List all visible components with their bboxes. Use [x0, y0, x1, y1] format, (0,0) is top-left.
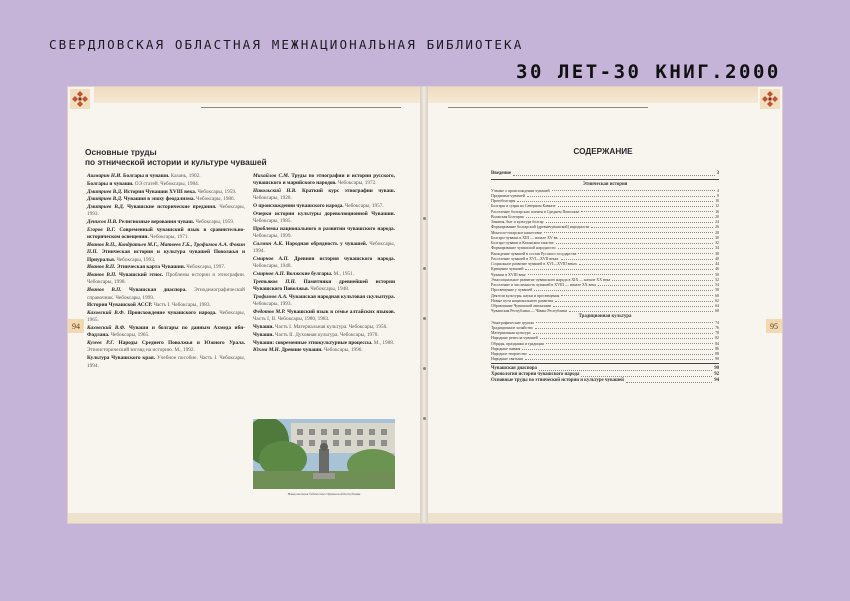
- entry-details: Чебоксары, 1928.: [253, 195, 292, 202]
- toc-entry-page: 74: [715, 319, 719, 325]
- toc-entry-label: Вхождение чувашей в состав Русского государства: [491, 250, 577, 256]
- bibliography-entry: [253, 309, 395, 324]
- entry-details: Проблемы истории и этнографии. Чебоксары, 1998.: [87, 272, 246, 286]
- toc-section-2: Традиционная культура: [578, 313, 632, 319]
- toc-entry-page: 28: [715, 229, 719, 235]
- bibliography-entry: [87, 310, 245, 325]
- toc-entry-label: Расселение болгарских племен в Среднем Поволжье: [491, 208, 580, 214]
- entry-author: Федотов М.Р.: [253, 309, 286, 316]
- entry-title: Чувашия в эпоху феодализма.: [123, 196, 195, 203]
- bibliography-entry: [253, 324, 395, 331]
- entry-title: Этническая история и культура чувашей Поволжья и Приуралья.: [87, 249, 245, 263]
- bottom-strip-right: [428, 513, 782, 523]
- entry-details: Этноисторический взгляд на историю. М., 1992.: [87, 347, 195, 354]
- entry-details: Чебоксары, 1959.: [195, 219, 235, 226]
- entry-author: Иванов В.П.: [87, 287, 122, 294]
- toc-entry-page: 94: [714, 378, 719, 383]
- entry-title: Чувашские исторические предания.: [127, 204, 217, 211]
- entry-title: Древняя история чувашского народа.: [294, 256, 395, 263]
- entry-title: Чувашская народная культовая скульптура.: [288, 294, 395, 300]
- entry-title: Культура Чувашского края.: [87, 355, 156, 362]
- entry-title: О происхождении чувашского народа.: [253, 203, 344, 210]
- entry-details: Учебное пособие. Часть I. Чебоксары, 1994.: [87, 355, 245, 369]
- bibliography-entry: [253, 271, 395, 278]
- toc-entry-page: 58: [715, 287, 719, 293]
- library-photo: [253, 419, 395, 489]
- toc-entry-page: 92: [714, 372, 719, 377]
- toc-entry-page: 44: [715, 261, 719, 266]
- entry-title: Чуваши.: [253, 324, 274, 331]
- toc-entry-page: 26: [715, 224, 719, 230]
- entry-title: Этническая карта Чувашии.: [116, 264, 186, 271]
- bibliography-entry: [87, 302, 245, 309]
- toc-title: СОДЕРЖАНИЕ: [573, 147, 633, 156]
- bibliography-entry: [253, 241, 395, 256]
- entry-details: Чебоксары, 1993.: [253, 301, 292, 308]
- toc-entry-label: Традиционное хозяйство: [491, 324, 533, 330]
- entry-title: Происхождение чувашского народа.: [127, 310, 217, 317]
- toc-entry-page: 90: [714, 366, 719, 371]
- toc-entry-page: 30: [715, 234, 719, 240]
- toc-entry-page: 88: [715, 351, 719, 356]
- left-title: [85, 147, 267, 167]
- entry-title: История Чувашской АССР.: [87, 302, 153, 309]
- entry-details: Чебоксары, 1993.: [87, 204, 246, 218]
- entry-details: Чебоксары, 1959.: [197, 188, 237, 195]
- toc-intro: Введение 3: [491, 171, 719, 176]
- entry-author: Третьяков П.Н.: [253, 278, 296, 285]
- bibliography-entry: [87, 287, 245, 302]
- bibliography-entry: [87, 227, 245, 242]
- toc-entry-page: 16: [715, 208, 719, 214]
- toc-entry-page: 68: [715, 308, 719, 314]
- entry-title: Чувашский этнос.: [119, 272, 164, 279]
- entry-details: Этнодемографический справочник. Чебоксары, 1999.: [87, 287, 245, 301]
- toc-entry-label: Хронология истории чувашского народа: [491, 372, 580, 377]
- toc-entry-label: Чуваши в XVIII веке: [491, 271, 526, 277]
- toc-entry-page: 38: [715, 250, 719, 256]
- entry-title: Труды по этнографии и истории русского, чувашского и марийского народов.: [253, 173, 395, 187]
- toc-entry-page: 54: [715, 282, 719, 287]
- bibliography-entry: [253, 340, 395, 347]
- bibliography-entry: [253, 226, 395, 241]
- toc-entry-label: Деятели культуры, науки и просвещения: [491, 292, 560, 298]
- entry-details: Часть I. Материальная культура. Чебоксары, 1956.: [275, 324, 388, 331]
- entry-details: Чебоксары, 1972.: [337, 180, 377, 187]
- entry-title: Болгары и чуваши.: [87, 180, 134, 187]
- toc-entry-label: Занятия, быт и культура болгар: [491, 219, 544, 224]
- bibliography-entry: [87, 242, 245, 264]
- entry-author: Трофимов А.А.: [253, 294, 288, 300]
- entry-details: Чебоксары, 1957.: [344, 203, 384, 210]
- entry-author: Егоров В.Г.: [87, 226, 116, 233]
- series-title: 30 ЛЕТ-30 КНИГ.2000: [516, 61, 781, 83]
- toc-entry-page: 60: [715, 292, 719, 298]
- toc-entry-label: Расселение чувашей в XVI—XVII веках: [491, 255, 559, 261]
- entry-title: Чувашская диаспора.: [128, 287, 187, 294]
- toc-divider: [491, 363, 719, 364]
- entry-author: Никольский Н.В.: [253, 188, 297, 195]
- toc-entry-label: Обряды, праздники и традиции: [491, 340, 544, 346]
- bibliography-entry: [87, 264, 245, 271]
- entry-details: М., 1951.: [333, 271, 355, 278]
- toc-entry-page: 50: [715, 271, 719, 277]
- toc-entry-page: 90: [715, 356, 719, 362]
- toc-entry-page: 62: [715, 297, 719, 303]
- chuvash-ornament-icon: [760, 89, 780, 109]
- bibliography-entry: [253, 211, 395, 226]
- toc-entry-page: 46: [715, 266, 719, 272]
- entry-title: Памятники древнейшей истории Чувашского Поволжья.: [253, 278, 396, 293]
- bottom-strip-left: [68, 513, 421, 523]
- photo-caption: Национальная библиотека Чувашской Республики: [287, 492, 361, 496]
- entry-details: Чебоксары, 1965.: [110, 332, 150, 339]
- entry-title: Очерки истории культуры дореволюционной Чувашии.: [253, 210, 395, 217]
- entry-details: ОЭ статей. Чебоксары, 1984.: [134, 180, 200, 187]
- entry-author: Смирнов А.П.: [253, 271, 286, 278]
- toc-entry-page: 20: [715, 213, 719, 219]
- entry-author: Дмитриев В.Д.: [87, 204, 125, 211]
- entry-details: Чебоксары, 1994.: [253, 241, 396, 255]
- right-page: [428, 87, 782, 523]
- entry-details: Чебоксары, 1996.: [323, 347, 363, 354]
- bibliography-entry: [87, 272, 245, 287]
- toc-entry-page: 34: [715, 245, 719, 251]
- chuvash-ornament-icon: [70, 89, 90, 109]
- toc-divider: [491, 179, 719, 180]
- entry-author: Салмин А.К.: [253, 241, 284, 248]
- toc-entry-page: 52: [715, 276, 719, 282]
- toc-entry-label: Ученые о происхождении чувашей: [491, 187, 550, 193]
- toc-entry-page: 12: [715, 203, 719, 209]
- bibliography-entry: [253, 294, 395, 309]
- entry-title: Краткий курс этнографии чуваш.: [302, 188, 396, 195]
- toc-entry-label: Социальное развитие чувашей в XVI—XVIII веках: [491, 261, 577, 266]
- entry-title: Народная обрядность у чувашей.: [285, 241, 368, 248]
- toc-entry-label: Болгары и суары на Северном Кавказе: [491, 203, 556, 209]
- entry-title: Проблемы национального в развитии чувашского народа.: [253, 225, 395, 232]
- top-band: [94, 87, 421, 103]
- toc-entry-label: Предковые чувашей: [491, 192, 525, 198]
- toc-entry-label: Этнографические группы: [491, 319, 535, 325]
- toc-entry-label: Монголо-татарское нашествие: [491, 229, 543, 235]
- left-title-line-1: Основные труды: [85, 147, 157, 157]
- toc-entry-label: Народные знания: [491, 345, 521, 351]
- bibliography-entry: [87, 355, 245, 370]
- toc-entry-label: Формирование чувашской народности: [491, 245, 556, 251]
- entry-author: Денисов П.В.: [87, 219, 118, 226]
- bibliography-entry: [253, 173, 395, 188]
- toc-entry-page: 24: [715, 219, 719, 224]
- page-number-left: 94: [68, 319, 84, 333]
- entry-title: Чуваши.: [253, 331, 274, 338]
- bibliography-column-1: [87, 173, 245, 370]
- entry-title: Религиозные верования чуваш.: [118, 219, 195, 226]
- toc-entry-page: 76: [715, 324, 719, 330]
- entry-details: Часть I, II. Чебоксары, 1980, 1983.: [253, 316, 330, 323]
- left-title-line-2: по этнической истории и культуре чувашей: [85, 157, 267, 167]
- entry-author: Дмитриев В.Д.: [87, 196, 123, 203]
- toc-entry-page: 86: [715, 345, 719, 351]
- entry-details: Чебоксары, 1997.: [186, 264, 226, 271]
- bibliography-entry: [87, 204, 245, 219]
- entry-details: Чебоксары, 1986.: [196, 196, 235, 203]
- top-rule: [201, 107, 401, 108]
- entry-details: Часть II. Духовная культура. Чебоксары, 1970.: [275, 331, 379, 338]
- entry-author: Ашмарин Н.И.: [87, 173, 122, 179]
- toc-entry-label: Болгаро-чуваши в XIII — начале XV вв.: [491, 234, 559, 240]
- bibliography-column-2: [253, 173, 395, 355]
- toc-entry-label: Материальная культура: [491, 330, 531, 335]
- bibliography-entry: [253, 347, 395, 354]
- entry-author: Иванов В.П., Кондратьев М.Г., Матвеев Г.Б., Трофимов А.А. Фокин П.П.: [87, 242, 245, 256]
- toc-entry[interactable]: [491, 378, 719, 384]
- toc-entry-page: 78: [715, 330, 719, 335]
- bibliography-entry: [87, 219, 245, 226]
- toc-entry-label: Народное творчество: [491, 351, 527, 356]
- entry-author: Смирнов А.П.: [253, 256, 289, 263]
- top-rule-right: [448, 107, 648, 108]
- entry-details: Казань, 1902.: [170, 173, 201, 179]
- bibliography-entry: [87, 196, 245, 203]
- entry-title: Древние чуваши.: [281, 347, 323, 354]
- entry-author: Дмитриев В.Д.: [87, 188, 123, 195]
- library-name: СВЕРДЛОВСКАЯ ОБЛАСТНАЯ МЕЖНАЦИОНАЛЬНАЯ БИБЛИОТЕКА: [49, 37, 524, 52]
- toc-entry-label: Образование Чувашской автономии: [491, 303, 552, 308]
- toc-entry-label: Крещение чувашей: [491, 266, 524, 272]
- entry-title: Волжские булгары.: [286, 271, 333, 278]
- entry-author: Иванов В.П.: [87, 272, 117, 279]
- entry-author: Иванов В.П.: [87, 264, 116, 271]
- bibliography-entry: [87, 340, 245, 355]
- toc-entry-label: Основные труды по этнической истории и культуре чувашей: [491, 378, 624, 383]
- bibliography-entry: [87, 325, 245, 340]
- toc-entry-page: 4: [717, 187, 719, 193]
- entry-author: Михайлов С.М.: [253, 173, 290, 179]
- entry-details: М., 1988.: [373, 339, 395, 346]
- toc-entry-page: 10: [715, 198, 719, 203]
- entry-author: Кузеев Р.Г.: [87, 340, 115, 347]
- toc-entry-page: 84: [715, 340, 719, 346]
- entry-title: Народы Среднего Поволжья и Южного Урала.: [118, 340, 246, 347]
- toc-entry-label: Этносоциальное развитие чувашского народа в XIX — начале XX века: [491, 276, 611, 282]
- entry-details: Чебоксары, 1948.: [253, 263, 292, 270]
- entry-title: Чуваши и болгары по данным Ахмеда ибн-Фадлана.: [87, 325, 245, 339]
- entry-details: Часть I. Чебоксары, 1983.: [153, 302, 211, 309]
- bibliography-entry: [87, 173, 245, 180]
- entry-title: Чувашский язык в семье алтайских языков.: [287, 309, 395, 316]
- entry-details: Чебоксары, 1999.: [253, 233, 292, 240]
- table-of-contents: [491, 171, 719, 384]
- toc-entry-label: Чувашская диаспора: [491, 366, 537, 371]
- toc-entry-page: 32: [715, 240, 719, 245]
- bibliography-entry: [87, 189, 245, 196]
- toc-entry-label: Формирование болгарской (древнечувашской) народности: [491, 224, 590, 230]
- entry-details: Чебоксары, 1993.: [116, 256, 156, 263]
- bibliography-entry: [253, 332, 395, 339]
- left-page: [68, 87, 421, 523]
- entry-title: Болгары и чуваши.: [122, 173, 170, 179]
- toc-entry[interactable]: [491, 356, 719, 361]
- entry-details: Чебоксары, 1971.: [150, 234, 189, 241]
- toc-entry-page: 8: [717, 192, 719, 198]
- bibliography-entry: [253, 203, 395, 210]
- entry-title: История Чувашии XVIII века.: [123, 188, 197, 195]
- bibliography-entry: [253, 256, 395, 271]
- entry-author: Юхма М.Н.: [253, 347, 281, 354]
- entry-details: Чебоксары, 1948.: [310, 286, 350, 293]
- toc-entry-label: Волжская Болгария: [491, 213, 524, 219]
- toc-entry-page: 64: [715, 303, 719, 308]
- entry-details: Чебоксары, 1985.: [253, 218, 292, 225]
- entry-title: Современный чувашский язык в сравнительно-историческом освещении.: [87, 226, 245, 241]
- toc-entry-label: Протоболгары: [491, 198, 516, 203]
- toc-entry-label: Расселение и численность чувашей в XVIII — начале XX века: [491, 282, 596, 287]
- toc-section-1: Этническая история: [582, 181, 628, 187]
- bibliography-entry: [253, 188, 395, 203]
- book-spread: [68, 87, 782, 523]
- toc-entry-label: Народные святыни: [491, 356, 523, 362]
- page-number-right: 95: [766, 319, 782, 333]
- toc-entry-label: Народные ремесла чувашей: [491, 335, 538, 341]
- toc-entry-label: Чувашская Республика — Чăваш Республики: [491, 308, 568, 314]
- toc-entry-page: 40: [715, 255, 719, 261]
- entry-author: Каховский В.Ф.: [87, 325, 126, 332]
- entry-details: Чебоксары, 1965.: [87, 310, 246, 324]
- bibliography-entry: [87, 181, 245, 188]
- toc-entry-label: Новые пути национального развития: [491, 297, 554, 303]
- toc-entry-page: 82: [715, 335, 719, 341]
- toc-entry-label: Просвещение у чувашей: [491, 287, 533, 293]
- top-band-right: [428, 87, 758, 103]
- bibliography-entry: [253, 279, 395, 294]
- entry-author: Каховский В.Ф.: [87, 310, 125, 317]
- toc-entry-label: Болгаро-чуваши в Казанском ханстве: [491, 240, 554, 245]
- entry-title: Чуваши: современные этнокультурные процессы.: [253, 339, 373, 346]
